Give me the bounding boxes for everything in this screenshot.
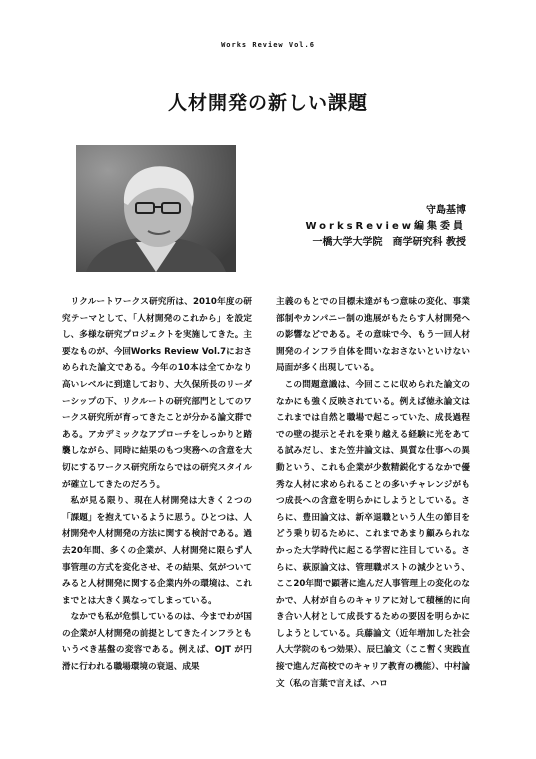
paragraph: 主義のもとでの目標未達がもつ意味の変化、事業部制やカンパニー制の進展がもたらす人材開発への影響などである。その意味で今、もう一回人材開発のインフラ自体を問いなおさないといけない局面が多く出現している。 <box>276 297 470 374</box>
paragraph: 私が見る限り、現在人材開発は大きく２つの「課題」を抱えているように思う。ひとつは、人材開発や人材開発の方法に関する検討である。過去20年間、多くの企業が、人材開発に限らず人事管理の方式を変化させ、その結果、気がついてみると人材開発に関する企業内外の環境は、これまでとは大きく異なってしまっている。 <box>62 496 252 606</box>
paragraph: なかでも私が危惧しているのは、今までわが国の企業が人材開発の前提としてきたインフラともいうべき基盤の変容である。例えば、OJT が円滑に行われる職場環境の衰退、成果 <box>62 612 252 673</box>
author-byline <box>226 203 466 251</box>
author-name: 守島基博 <box>426 205 466 216</box>
author-affiliation-editorial: WorksReview編集委員 <box>305 221 466 232</box>
body-column-right <box>276 294 470 692</box>
article-title: 人材開発の新しい課題 <box>167 92 368 114</box>
author-affiliation-university: 一橋大学大学院 商学研究科 教授 <box>312 237 466 248</box>
portrait-photo-icon <box>76 145 236 272</box>
body-column-left <box>62 294 252 676</box>
running-header: Works Review Vol.6 <box>221 41 315 49</box>
paragraph: この問題意識は、今回ここに収められた論文のなかにも強く反映されている。例えば徳永論文はこれまでは自然と職場で起こっていた、成長過程での壁の提示とそれを乗り越える経験に光をあてる試みだし、また笠井論文は、異質な仕事への異動という、これも企業が少数精鋭化するなかで優秀な人材に求められることの多いチャレンジがもつ成長への含意を明らかにしようとしている。さらに、豊田論文は、新卒退職という人生の節目をどう乗り切るために、これまであまり顧みられなかった大学時代に起こる学習に注目している。さらに、萩原論文は、管理職ポストの減少という、ここ20年間で顕著に進んだ人事管理上の変化のなかで、人材が自らのキャリアに対して積極的に向き合い人材として成長するための要因を明らかにしようとしている。兵藤論文（近年増加した社会人大学院のもつ効果）、辰巳論文（ここ暫く実践直接で進んだ高校でのキャリア教育の機能）、中村論文（私の言葉で言えば、ハロ <box>276 379 470 689</box>
paragraph: リクルートワークス研究所は、2010年度の研究テーマとして、「人材開発のこれから」を設定し、多様な研究プロジェクトを実施してきた。主要なものが、今回Works Review Vol.7におさめられた論文である。今年の10本は全てかなり高いレベルに到達しており、大久保所長のリーダーシップの下、リクルートの研究部門としてのワークス研究所が育ってきたことが分かる論文群である。アカデミックなアプローチをしっかりと踏襲しながら、同時に結果のもつ実務への含意を大切にするワークス研究所ならではの研究スタイルが確立してきたのだろう。 <box>62 297 252 490</box>
